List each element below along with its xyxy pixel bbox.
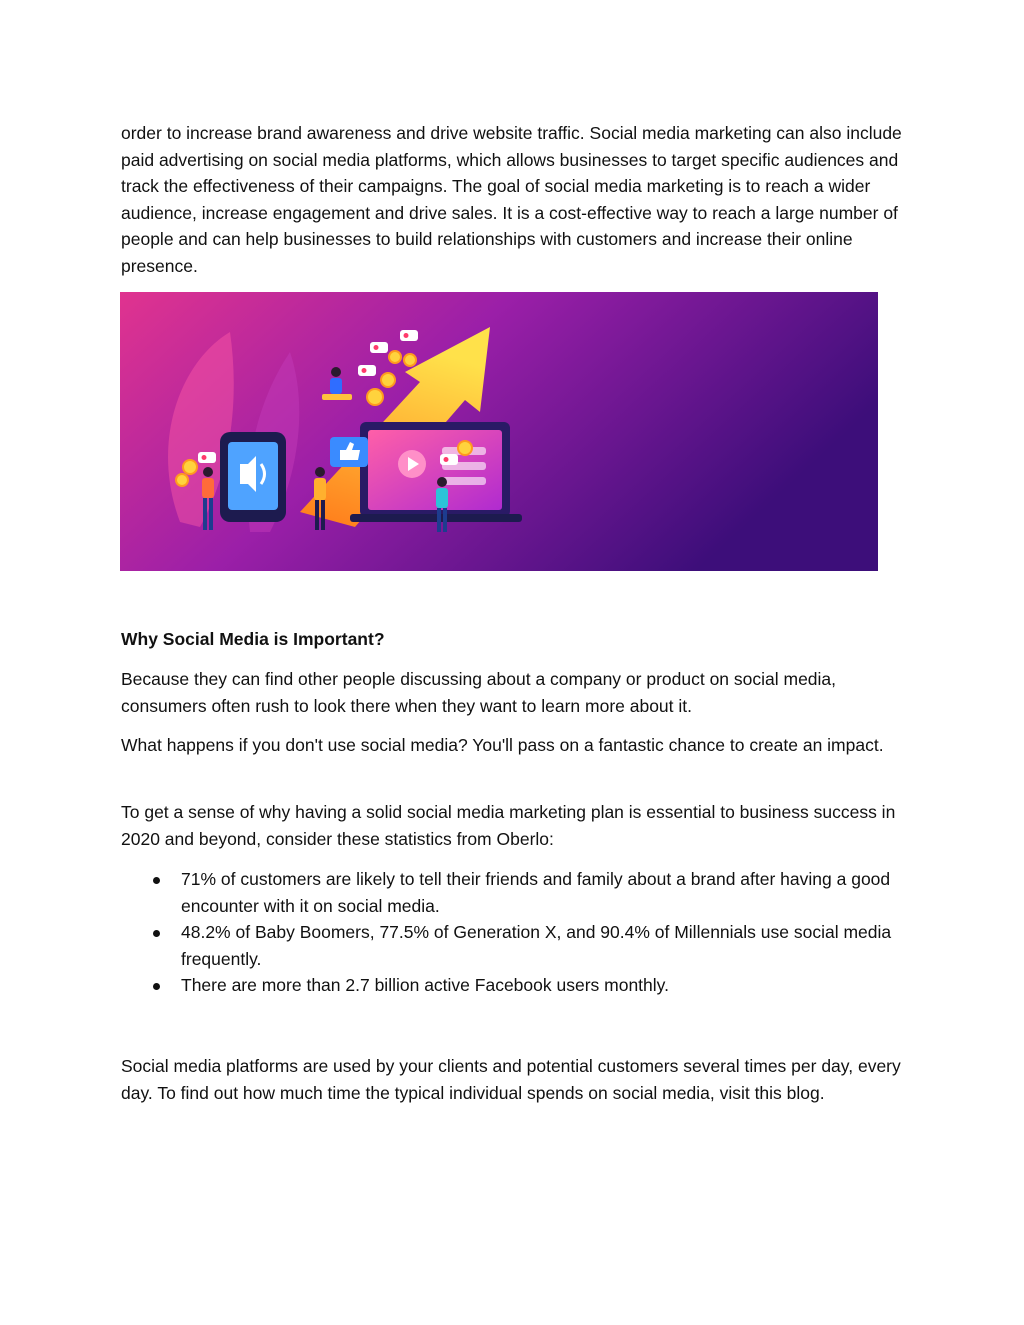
paragraph-consumers: Because they can find other people discussing about a company or product on social media, consumers often rush to look there when they want to learn more about it.	[121, 669, 837, 716]
list-item-text: 48.2% of Baby Boomers, 77.5% of Generation X, and 90.4% of Millennials use social media frequently.	[181, 922, 892, 969]
list-item	[121, 866, 901, 919]
list-item	[121, 919, 901, 972]
bullet-icon	[153, 877, 160, 884]
bullet-icon	[153, 930, 160, 937]
paragraph-what-happens: What happens if you don't use social media? You'll pass on a fantastic chance to create an impact.	[121, 735, 884, 755]
social-media-marketing-illustration-icon	[120, 292, 878, 571]
bullet-icon	[153, 983, 160, 990]
section-heading: Why Social Media is Important?	[121, 629, 385, 649]
paragraph-statistics-intro: To get a sense of why having a solid social media marketing plan is essential to business success in 2020 and beyond, consider these statistics from Oberlo:	[121, 802, 896, 849]
list-item-text: There are more than 2.7 billion active Facebook users monthly.	[181, 975, 669, 996]
intro-paragraph: order to increase brand awareness and drive website traffic. Social media marketing can also include paid advertising on social media platforms, which allows businesses to target specific audiences and track the effectiveness of their campaigns. The goal of social media marketing is to reach a wider audience, increase engagement and drive sales. It is a cost-effective way to reach a large number of people and can help businesses to build relationships with customers and increase their online presence.	[121, 123, 902, 276]
statistics-list	[121, 866, 901, 999]
list-item-text: 71% of customers are likely to tell their friends and family about a brand after having a good encounter with it on social media.	[181, 869, 891, 916]
list-item	[121, 972, 901, 999]
closing-paragraph: Social media platforms are used by your clients and potential customers several times per day, every day. To find out how much time the typical individual spends on social media, visit this blog.	[121, 1056, 901, 1103]
hero-illustration	[120, 292, 878, 571]
